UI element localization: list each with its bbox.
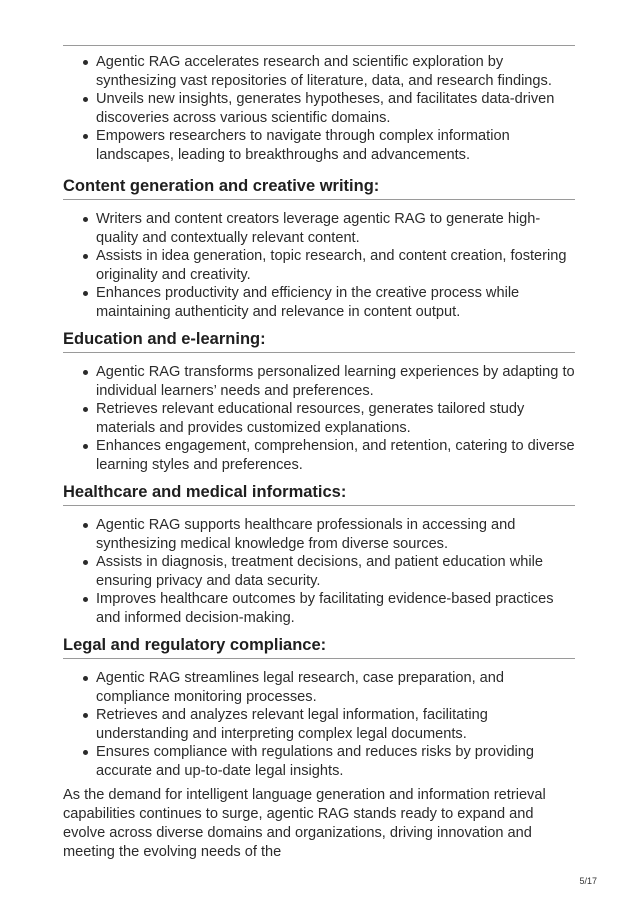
section-legal bbox=[63, 634, 575, 780]
closing-paragraph: As the demand for intelligent language generation and information retrieval capabilities continues to surge, agentic RAG stands ready to expand and evolve across diverse domains and organizations, driving innovation and meeting the evolving needs of the bbox=[63, 787, 546, 860]
bullet-icon bbox=[83, 676, 88, 681]
list-item: Improves healthcare outcomes by facilitating evidence-based practices and informed decision-making. bbox=[63, 590, 575, 627]
section-list bbox=[63, 210, 575, 321]
bullet-icon bbox=[83, 60, 88, 65]
list-item: Enhances engagement, comprehension, and retention, catering to diverse learning styles and preferences. bbox=[63, 437, 575, 474]
list-item: Assists in diagnosis, treatment decisions, and patient education while ensuring privacy and data security. bbox=[63, 553, 575, 590]
bullet-icon bbox=[83, 97, 88, 102]
page-number: 5/17 bbox=[579, 876, 597, 886]
bullet-icon bbox=[83, 291, 88, 296]
intro-list bbox=[63, 53, 575, 164]
section-content-generation bbox=[63, 175, 575, 321]
bullet-icon bbox=[83, 407, 88, 412]
bullet-icon bbox=[83, 713, 88, 718]
top-divider bbox=[63, 45, 575, 46]
bullet-icon bbox=[83, 444, 88, 449]
section-heading: Education and e-learning: bbox=[63, 328, 575, 353]
bullet-icon bbox=[83, 370, 88, 375]
list-item: Agentic RAG accelerates research and scientific exploration by synthesizing vast repositories of literature, data, and research findings. bbox=[63, 53, 575, 90]
bullet-icon bbox=[83, 597, 88, 602]
list-item: Empowers researchers to navigate through complex information landscapes, leading to breakthroughs and advancements. bbox=[63, 127, 575, 164]
list-item: Writers and content creators leverage agentic RAG to generate high-quality and contextually relevant content. bbox=[63, 210, 575, 247]
list-item: Agentic RAG supports healthcare professionals in accessing and synthesizing medical knowledge from diverse sources. bbox=[63, 516, 575, 553]
section-healthcare bbox=[63, 481, 575, 627]
bullet-icon bbox=[83, 254, 88, 259]
list-item: Retrieves and analyzes relevant legal information, facilitating understanding and interpreting complex legal documents. bbox=[63, 706, 575, 743]
bullet-icon bbox=[83, 750, 88, 755]
list-item: Assists in idea generation, topic research, and content creation, fostering originality and creativity. bbox=[63, 247, 575, 284]
section-list bbox=[63, 363, 575, 474]
list-item: Agentic RAG transforms personalized learning experiences by adapting to individual learners’ needs and preferences. bbox=[63, 363, 575, 400]
list-item: Agentic RAG streamlines legal research, case preparation, and compliance monitoring processes. bbox=[63, 669, 575, 706]
list-item: Unveils new insights, generates hypotheses, and facilitates data-driven discoveries across various scientific domains. bbox=[63, 90, 575, 127]
section-heading: Healthcare and medical informatics: bbox=[63, 481, 575, 506]
list-item: Retrieves relevant educational resources, generates tailored study materials and provides customized explanations. bbox=[63, 400, 575, 437]
section-education bbox=[63, 328, 575, 474]
list-item: Ensures compliance with regulations and reduces risks by providing accurate and up-to-date legal insights. bbox=[63, 743, 575, 780]
section-list bbox=[63, 516, 575, 627]
list-item: Enhances productivity and efficiency in the creative process while maintaining authenticity and relevance in content output. bbox=[63, 284, 575, 321]
section-heading: Legal and regulatory compliance: bbox=[63, 634, 575, 659]
section-list bbox=[63, 669, 575, 780]
bullet-icon bbox=[83, 217, 88, 222]
bullet-icon bbox=[83, 523, 88, 528]
bullet-icon bbox=[83, 560, 88, 565]
bullet-icon bbox=[83, 134, 88, 139]
section-heading: Content generation and creative writing: bbox=[63, 175, 575, 200]
